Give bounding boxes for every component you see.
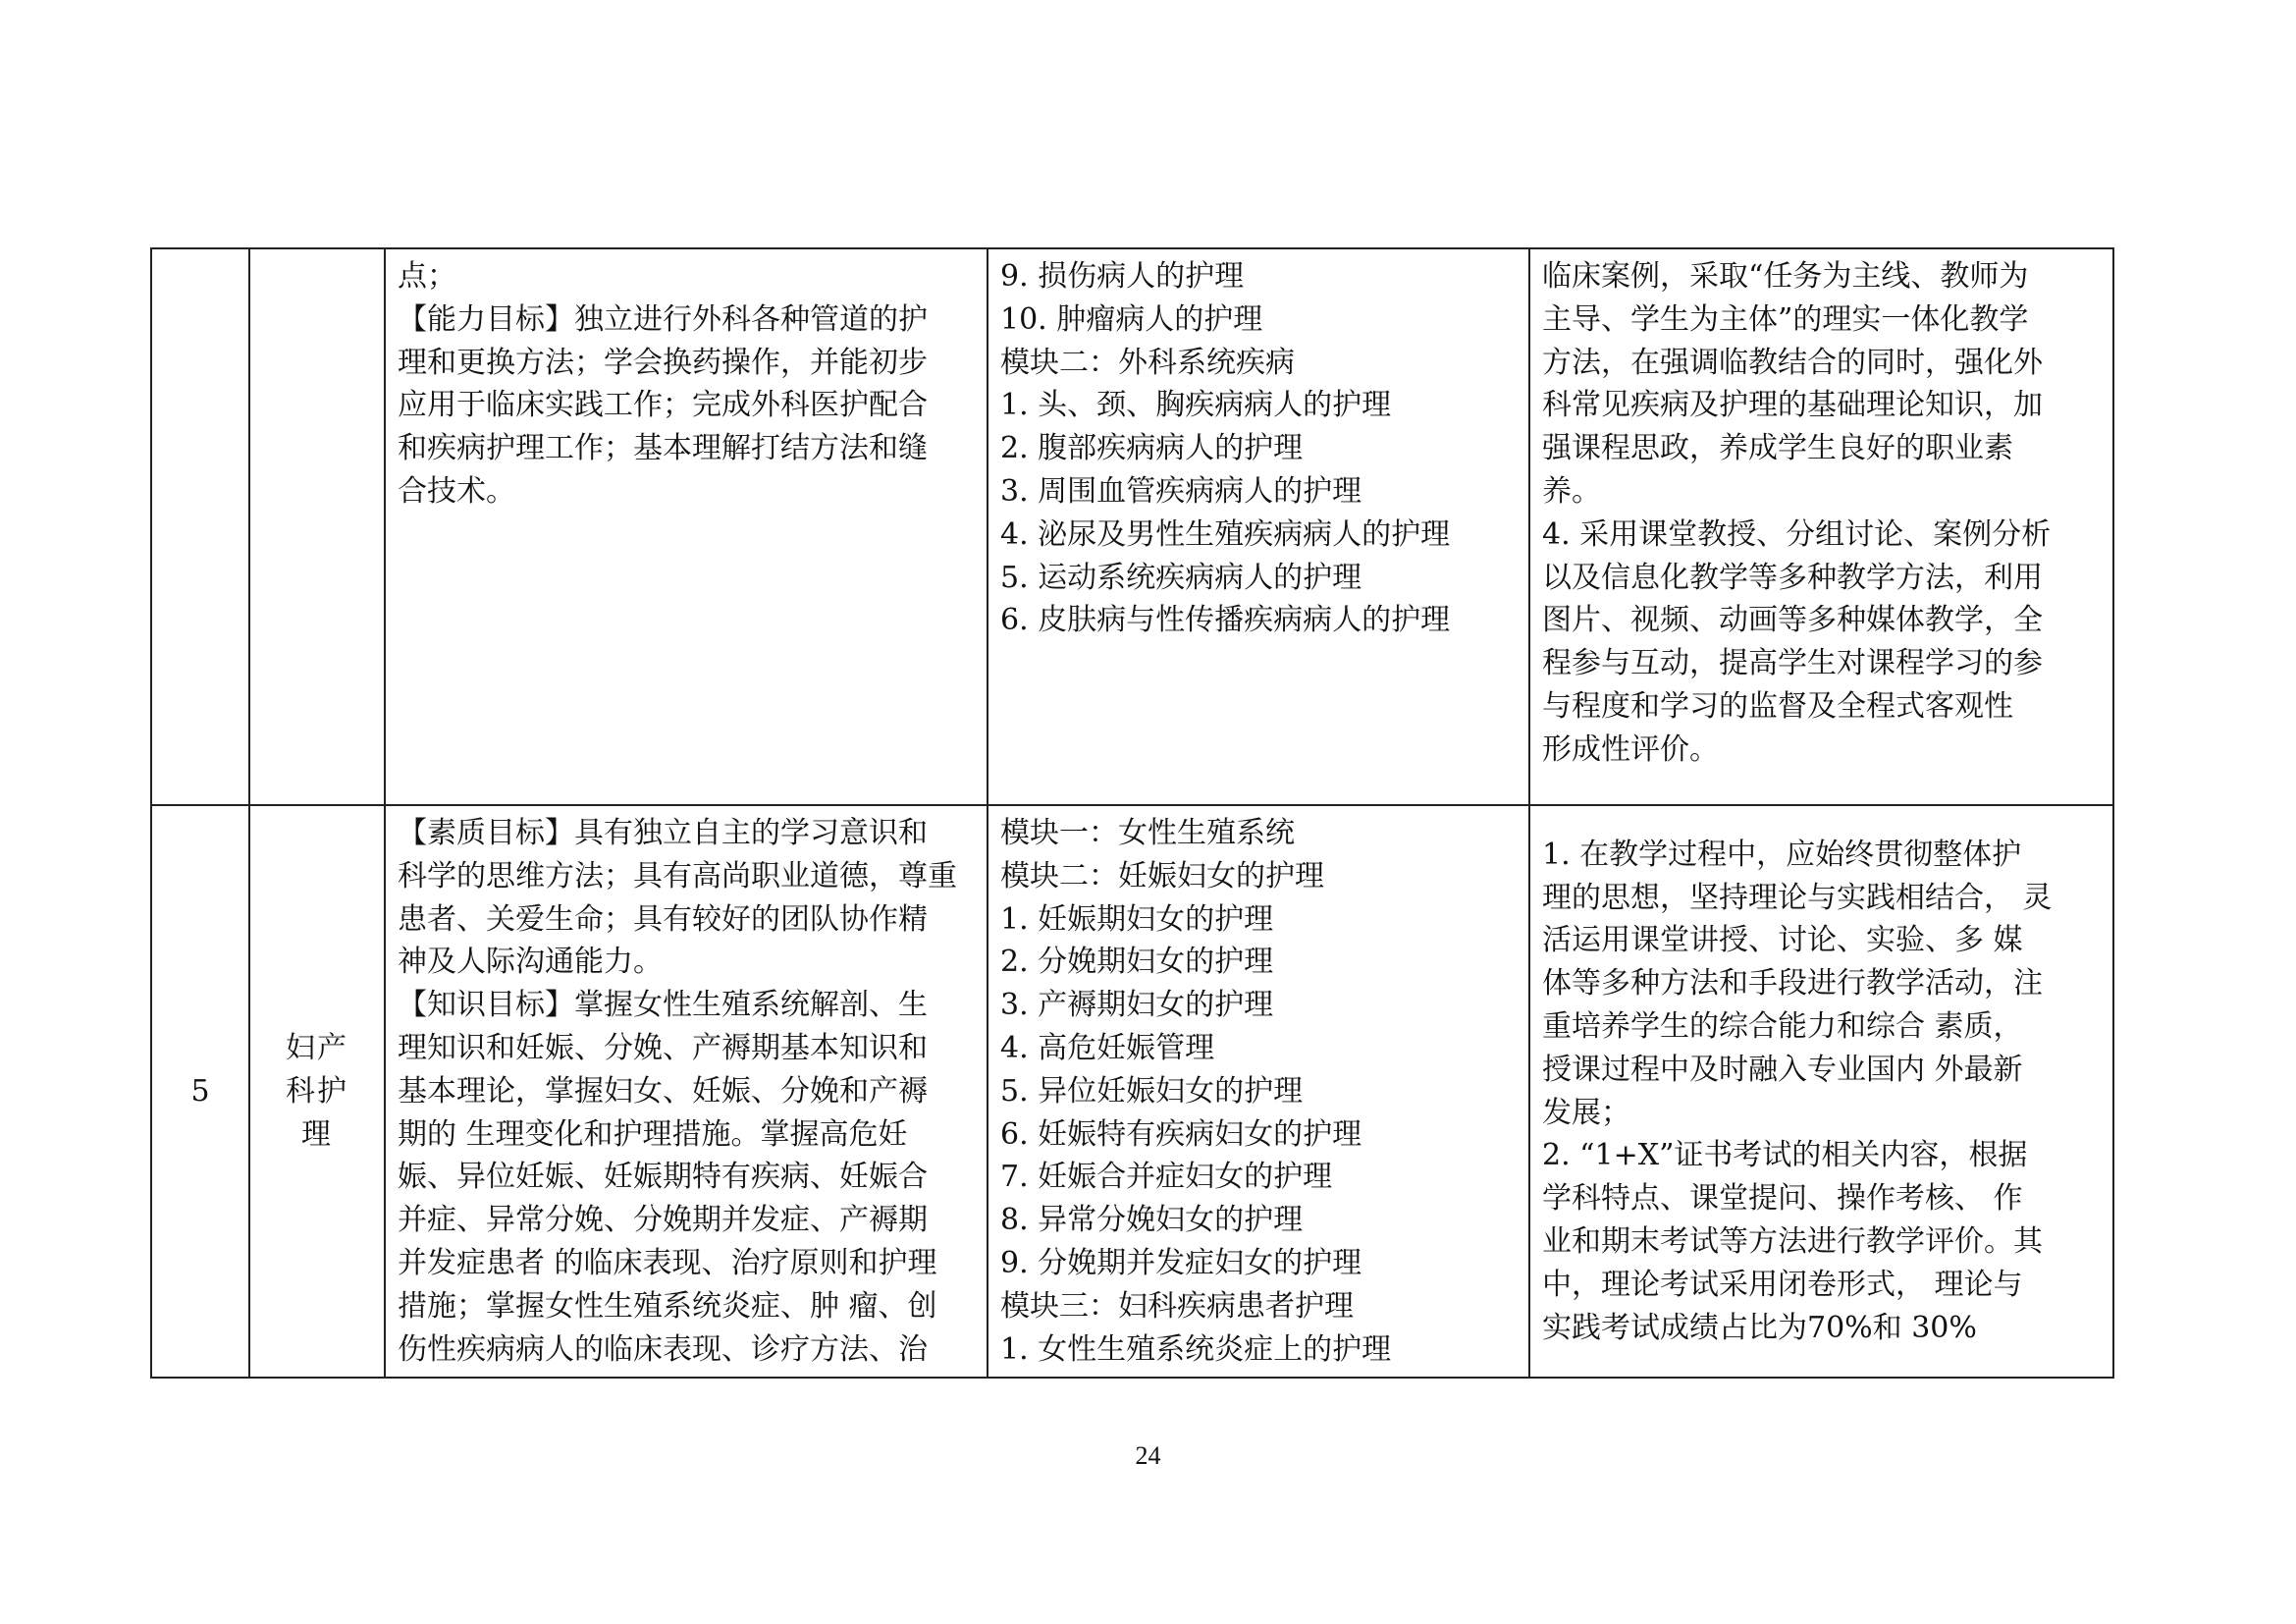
content-line: 1. 头、颈、胸疾病病人的护理 <box>1000 388 1392 423</box>
method-line: 业和期末考试等方法进行教学评价。其 <box>1542 1224 2043 1260</box>
table-row <box>151 805 2113 1378</box>
teaching-method-cell <box>1529 248 2113 805</box>
content-line: 8. 异常分娩妇女的护理 <box>1000 1203 1304 1238</box>
content-line: 2. 分娩期妇女的护理 <box>1000 945 1274 980</box>
method-line: 养。 <box>1542 473 1601 509</box>
content-line: 模块二：妊娠妇女的护理 <box>1000 858 1324 893</box>
method-line: 活运用课堂讲授、讨论、实验、多 媒 <box>1542 923 2023 958</box>
curriculum-table <box>150 247 2114 1379</box>
method-line: 重培养学生的综合能力和综合 素质， <box>1542 1009 2023 1045</box>
method-line: 与程度和学习的监督及全程式客观性 <box>1542 688 2013 724</box>
goal-line: 理和更换方法；学会换药操作，并能初步 <box>398 345 928 380</box>
content-line: 6. 皮肤病与性传播疾病病人的护理 <box>1000 603 1451 638</box>
content-line: 4. 泌尿及男性生殖疾病病人的护理 <box>1000 516 1451 552</box>
table-row <box>151 248 2113 805</box>
course-name-line: 妇产 <box>286 1030 348 1065</box>
course-name-line: 理 <box>301 1116 333 1152</box>
content-line: 模块三：妇科疾病患者护理 <box>1000 1288 1354 1324</box>
content-line: 9. 损伤病人的护理 <box>1000 259 1245 294</box>
content-line: 模块一：女性生殖系统 <box>1000 816 1295 850</box>
goal-line: 【知识目标】掌握女性生殖系统解剖、生 <box>398 988 928 1023</box>
method-line: 学科特点、课堂提问、操作考核、 作 <box>1542 1181 2023 1217</box>
method-line: 4. 采用课堂教授、分组讨论、案例分析 <box>1542 516 2052 552</box>
method-line: 临床案例，采取“任务为主线、教师为 <box>1542 259 2029 294</box>
goal-line: 期的 生理变化和护理措施。掌握高危妊 <box>398 1116 908 1152</box>
method-line: 1. 在教学过程中，应始终贯彻整体护 <box>1542 837 2022 872</box>
goal-line: 并发症患者 的临床表现、治疗原则和护理 <box>398 1245 937 1280</box>
goal-line: 措施；掌握女性生殖系统炎症、肿 瘤、创 <box>398 1288 937 1324</box>
method-line: 形成性评价。 <box>1542 731 1719 767</box>
method-line: 方法，在强调临教结合的同时，强化外 <box>1542 345 2043 380</box>
course-goals-cell <box>385 248 988 805</box>
method-line: 主导、学生为主体”的理实一体化教学 <box>1542 301 2029 337</box>
method-line: 程参与互动，提高学生对课程学习的参 <box>1542 646 2043 681</box>
goal-line: 并症、异常分娩、分娩期并发症、产褥期 <box>398 1203 928 1238</box>
goal-line: 合技术。 <box>398 473 515 509</box>
method-line: 理的思想，坚持理论与实践相结合， 灵 <box>1542 880 2053 915</box>
method-line: 中，理论考试采用闭卷形式， 理论与 <box>1542 1267 2023 1302</box>
method-line: 强课程思政，养成学生良好的职业素 <box>1542 431 2013 466</box>
goal-line: 科学的思维方法；具有高尚职业道德，尊重 <box>398 858 957 893</box>
content-line: 2. 腹部疾病病人的护理 <box>1000 431 1304 466</box>
goal-line: 【素质目标】具有独立自主的学习意识和 <box>398 816 928 850</box>
course-number-cell: 5 <box>151 805 249 1378</box>
content-line: 10. 肿瘤病人的护理 <box>1000 301 1263 337</box>
method-line: 发展； <box>1542 1095 1630 1130</box>
page-number: 24 <box>1135 1441 1161 1470</box>
goal-line: 伤性疾病病人的临床表现、诊疗方法、治 <box>398 1331 928 1367</box>
content-line: 6. 妊娠特有疾病妇女的护理 <box>1000 1116 1362 1152</box>
course-name-cell <box>249 805 385 1378</box>
method-line: 授课过程中及时融入专业国内 外最新 <box>1542 1052 2023 1087</box>
content-line: 5. 运动系统疾病病人的护理 <box>1000 560 1362 595</box>
goal-line: 【能力目标】独立进行外科各种管道的护 <box>398 301 928 337</box>
method-line: 体等多种方法和手段进行教学活动，注 <box>1542 966 2043 1001</box>
goal-line: 点； <box>398 259 456 294</box>
method-line: 2. “1+X”证书考试的相关内容，根据 <box>1542 1138 2028 1173</box>
course-number-cell <box>151 248 249 805</box>
content-line: 1. 女性生殖系统炎症上的护理 <box>1000 1331 1392 1367</box>
goal-line: 基本理论，掌握妇女、妊娠、分娩和产褥 <box>398 1073 928 1109</box>
method-line: 科常见疾病及护理的基础理论知识，加 <box>1542 388 2043 423</box>
goal-line: 理知识和妊娠、分娩、产褥期基本知识和 <box>398 1030 928 1065</box>
content-line: 5. 异位妊娠妇女的护理 <box>1000 1073 1304 1109</box>
goal-line: 和疾病护理工作；基本理解打结方法和缝 <box>398 431 928 466</box>
content-line: 模块二：外科系统疾病 <box>1000 345 1295 380</box>
goal-line: 应用于临床实践工作；完成外科医护配合 <box>398 388 928 423</box>
teaching-method-cell <box>1529 805 2113 1378</box>
content-line: 7. 妊娠合并症妇女的护理 <box>1000 1160 1333 1195</box>
content-line: 9. 分娩期并发症妇女的护理 <box>1000 1245 1362 1280</box>
course-content-cell <box>988 248 1529 805</box>
course-goals-cell <box>385 805 988 1378</box>
content-line: 4. 高危妊娠管理 <box>1000 1030 1215 1065</box>
method-line: 图片、视频、动画等多种媒体教学，全 <box>1542 603 2043 638</box>
course-content-cell <box>988 805 1529 1378</box>
course-name-cell <box>249 248 385 805</box>
method-line: 实践考试成绩占比为70%和 30% <box>1542 1310 1977 1345</box>
goal-line: 神及人际沟通能力。 <box>398 945 663 980</box>
method-line: 以及信息化教学等多种教学方法，利用 <box>1542 560 2043 595</box>
content-line: 3. 周围血管疾病病人的护理 <box>1000 473 1362 509</box>
goal-line: 患者、关爱生命；具有较好的团队协作精 <box>398 901 928 937</box>
goal-line: 娠、异位妊娠、妊娠期特有疾病、妊娠合 <box>398 1160 928 1195</box>
course-name-line: 科护 <box>286 1073 348 1109</box>
content-line: 1. 妊娠期妇女的护理 <box>1000 901 1274 937</box>
content-line: 3. 产褥期妇女的护理 <box>1000 988 1274 1023</box>
